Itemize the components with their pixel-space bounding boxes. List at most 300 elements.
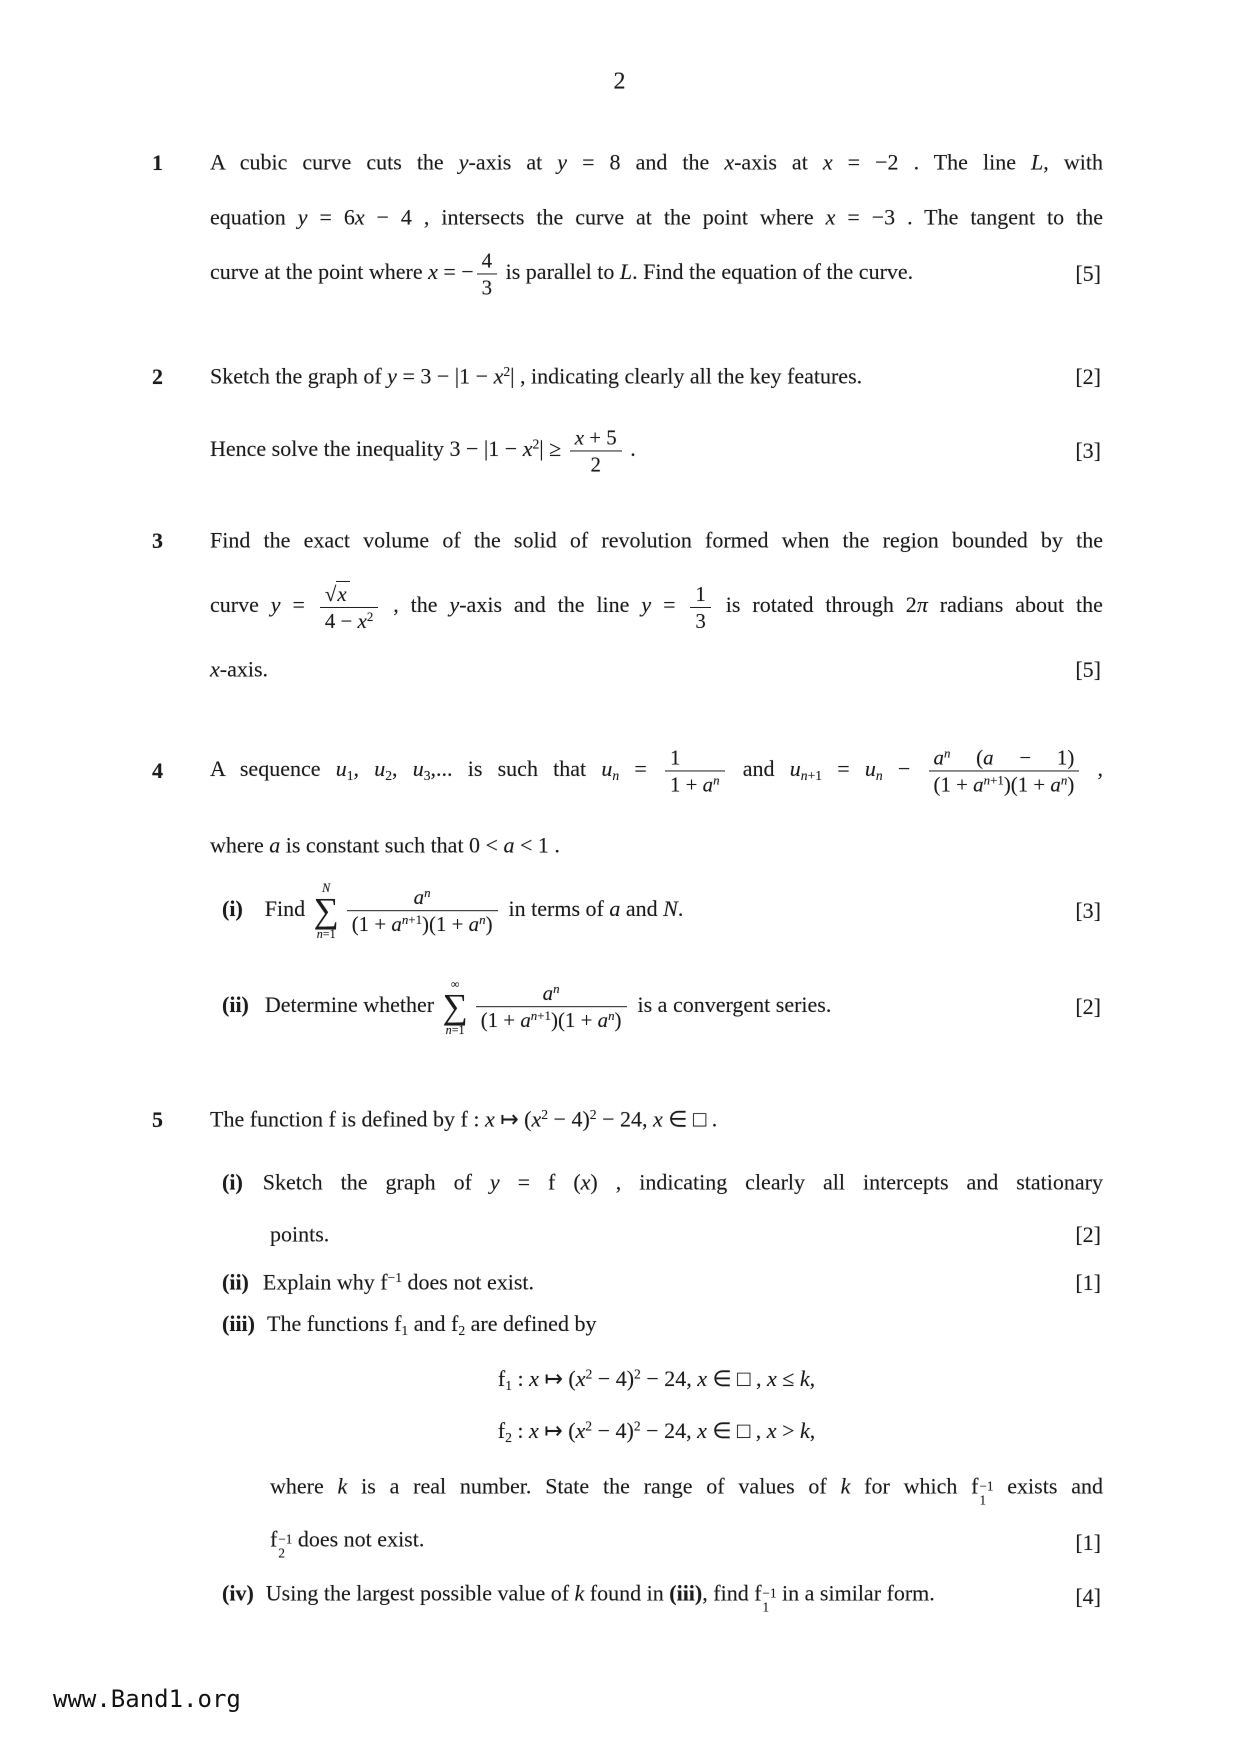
text-run: = −2 . The line: [832, 149, 1032, 175]
math-variable: x: [484, 1106, 495, 1132]
text-run: 3: [695, 608, 706, 633]
text-run: -axis at: [468, 149, 558, 175]
text-run: curve at the point where: [210, 259, 429, 285]
text-run: < 1 .: [514, 832, 560, 858]
denominator: [320, 608, 378, 633]
text-run: =1: [451, 1022, 465, 1037]
q4-part-ii: [222, 978, 1103, 1036]
superscript: [763, 1587, 777, 1601]
numerator: [570, 425, 622, 451]
text-run: in terms of: [508, 896, 610, 922]
q5-part-iii-equation-2: [210, 1417, 1103, 1447]
q5-part-iii-line-3: [270, 1526, 1103, 1561]
q5-part-iii-line-2: [270, 1473, 1103, 1508]
question-1-number: 1: [152, 150, 163, 175]
fraction: [929, 745, 1080, 796]
text-run: +1: [537, 1008, 552, 1024]
stacked-scripts: [979, 1480, 993, 1508]
text-run: 2: [585, 1418, 593, 1434]
math-variable: y: [297, 204, 308, 230]
subscript: [278, 1547, 292, 1561]
math-variable: n: [553, 981, 560, 997]
text-run: ,: [1082, 756, 1104, 782]
text-run: , find f: [702, 1580, 762, 1606]
text-run: 2: [503, 364, 511, 380]
fraction: [476, 981, 627, 1032]
subscript: [505, 1430, 512, 1445]
math-variable: n: [800, 768, 808, 784]
text-run: is a convergent series.: [637, 992, 832, 1018]
text-run: −1: [278, 1531, 293, 1547]
math-variable: y: [458, 149, 469, 175]
math-variable: x: [575, 1366, 586, 1392]
math-variable: x: [529, 1418, 539, 1444]
math-variable: n: [608, 1008, 615, 1024]
text-run: − 4): [592, 1366, 635, 1392]
text-run: A sequence: [210, 756, 336, 782]
text-run: = 8 and the: [567, 149, 725, 175]
q3-line-3: [210, 656, 1103, 685]
math-variable: x: [529, 1366, 539, 1392]
subscript: [801, 768, 822, 783]
text-run: Explain why f: [262, 1269, 388, 1295]
text-run: 1: [762, 1599, 770, 1615]
sigma-icon: ∑: [442, 987, 468, 1027]
text-run: = 6: [307, 204, 355, 230]
math-variable: u: [335, 756, 347, 782]
math-variable: x: [354, 204, 365, 230]
text-run: points.: [270, 1221, 330, 1247]
denominator: [476, 1008, 627, 1033]
numerator: [929, 745, 1080, 771]
site-watermark: www.Band1.org: [53, 1685, 241, 1713]
text-run: − 24,: [640, 1418, 698, 1444]
denominator: [347, 912, 498, 937]
text-run: − 4): [592, 1418, 634, 1444]
math-variable: x: [697, 1366, 708, 1392]
math-variable: a: [503, 832, 515, 858]
text-run: 4 −: [324, 609, 358, 633]
superscript: [634, 1367, 641, 1382]
stacked-scripts: [278, 1533, 292, 1561]
math-variable: a: [391, 912, 402, 937]
superscript: [713, 772, 719, 787]
math-variable: n: [530, 1008, 538, 1024]
text-run: 2: [541, 1107, 549, 1123]
text-run: ≤: [776, 1366, 800, 1392]
text-run: ↦ (: [538, 1418, 576, 1444]
question-4-number: 4: [152, 758, 163, 783]
text-run: Sketch the graph of: [262, 1169, 490, 1195]
sigma-icon: ∑: [313, 891, 339, 931]
math-variable: a: [597, 1008, 609, 1033]
q5-part-iii-equation-1: [210, 1365, 1103, 1395]
bold-run: (i): [222, 1169, 243, 1195]
text-run: 1: [346, 768, 354, 784]
text-run: =: [619, 756, 662, 782]
text-run: does not exist.: [402, 1269, 535, 1295]
q5-line-1: [210, 1106, 1103, 1135]
math-variable: n: [875, 768, 883, 784]
superscript: [984, 772, 1004, 787]
text-run: ,: [392, 756, 413, 782]
text-run: :: [512, 1366, 530, 1392]
question-5-number: 5: [152, 1107, 163, 1132]
stacked-scripts: [763, 1587, 777, 1615]
text-run: ↦ (: [494, 1106, 532, 1132]
q2-line-1: [210, 363, 1103, 392]
math-variable: k: [799, 1366, 810, 1392]
text-run: +1: [408, 912, 423, 928]
q5-part-iv: [222, 1580, 1103, 1615]
text-run: − 24,: [640, 1366, 698, 1392]
text-run: 2: [505, 1430, 512, 1446]
bold-run: (i): [222, 896, 243, 922]
radical: [325, 582, 350, 606]
q4-line-2: [210, 832, 1103, 861]
math-variable: a: [468, 912, 480, 937]
q5-part-iv-marks: [4]: [1075, 1584, 1101, 1609]
text-run: in a similar form.: [776, 1580, 935, 1606]
text-run: Sketch the graph of: [210, 363, 388, 389]
text-run: ): [1067, 772, 1075, 797]
sum-lower-limit: [443, 1024, 468, 1036]
math-variable: x: [822, 149, 833, 175]
text-run: −1: [762, 1585, 777, 1601]
q2-line-2: [210, 425, 1103, 476]
q5-part-ii: [222, 1269, 1103, 1298]
text-run: ,: [809, 1366, 816, 1392]
text-run: Hence solve the inequality 3 − |1 −: [210, 436, 523, 462]
math-variable: k: [574, 1580, 585, 1606]
math-variable: x: [428, 259, 438, 285]
text-run: 1: [979, 1492, 987, 1508]
superscript: [531, 1008, 551, 1023]
q5-part-iii-marks: [1]: [1075, 1530, 1101, 1555]
text-run: =: [280, 592, 317, 618]
text-run: , with: [1043, 149, 1103, 175]
text-run: 2: [589, 1107, 597, 1123]
q3-marks: [5]: [1075, 657, 1101, 682]
math-variable: a: [609, 896, 621, 922]
text-run: (1 +: [351, 912, 392, 937]
subscript: [979, 1494, 993, 1508]
radical-sign-icon: √: [324, 581, 337, 606]
text-run: 1: [505, 1378, 513, 1394]
math-variable: x: [697, 1418, 707, 1444]
superscript: [553, 981, 559, 996]
fraction: [665, 745, 725, 796]
text-run: is a real number. State the range of values of: [347, 1473, 841, 1499]
summation: [314, 882, 339, 940]
math-variable: y: [270, 592, 281, 618]
math-variable: a: [983, 745, 994, 770]
bold-run: (iii): [669, 1580, 703, 1606]
text-run: where: [210, 832, 270, 858]
text-run: is constant such that 0 <: [280, 832, 504, 858]
math-variable: k: [799, 1418, 810, 1444]
math-variable: u: [789, 756, 801, 782]
math-variable: n: [401, 912, 409, 928]
math-variable: N: [663, 896, 678, 922]
text-run: A cubic curve cuts the: [210, 149, 459, 175]
text-run: 2: [590, 452, 601, 477]
text-run: − 1): [993, 745, 1075, 770]
math-variable: n: [479, 912, 486, 928]
text-run: Using the largest possible value of: [265, 1580, 575, 1606]
math-variable: n: [1060, 772, 1068, 788]
text-run: The functions f: [267, 1311, 402, 1337]
subscript: [385, 768, 392, 783]
math-variable: y: [641, 592, 652, 618]
text-run: for which f: [850, 1473, 979, 1499]
text-run: and f: [408, 1311, 459, 1337]
numerator: [477, 248, 497, 274]
text-run: 2: [458, 1323, 466, 1339]
text-run: Determine whether: [264, 992, 440, 1018]
q4-line-1: [210, 745, 1103, 796]
text-run: where: [270, 1473, 338, 1499]
q5-part-iii-line-1: [222, 1310, 1103, 1340]
math-variable: π: [916, 592, 928, 618]
fraction: [320, 581, 378, 633]
math-variable: u: [864, 756, 876, 782]
denominator: [570, 452, 622, 477]
q5-part-i-line-1: [222, 1169, 1103, 1198]
math-variable: x: [493, 363, 504, 389]
q5-part-i-marks: [2]: [1075, 1222, 1101, 1247]
text-run: =: [651, 592, 688, 618]
superscript: [424, 885, 430, 900]
text-run: is rotated through 2: [713, 592, 917, 618]
math-variable: a: [1050, 772, 1061, 797]
denominator: [665, 772, 725, 797]
superscript: [979, 1480, 993, 1494]
text-run: -axis.: [219, 656, 269, 682]
q1-line-3: [210, 248, 1103, 299]
superscript: [367, 609, 373, 624]
bold-run: (ii): [222, 992, 249, 1018]
q2-marks-1: [2]: [1075, 364, 1101, 389]
text-run: − 4): [548, 1106, 590, 1132]
denominator: [477, 275, 497, 300]
text-run: | ≥: [539, 436, 567, 462]
text-run: . Find the equation of the curve.: [632, 259, 914, 285]
math-variable: x: [766, 1366, 777, 1392]
text-run: + 5: [584, 425, 617, 450]
text-run: ,: [353, 756, 375, 782]
fraction: [570, 425, 622, 476]
text-run: curve: [210, 592, 271, 618]
math-variable: a: [413, 885, 425, 910]
math-variable: a: [973, 772, 984, 797]
text-run: .: [624, 436, 636, 462]
q4-part-i: [222, 882, 1103, 940]
denominator: [690, 608, 710, 633]
text-run: +1: [990, 772, 1004, 788]
text-run: −1: [387, 1270, 403, 1286]
numerator: [347, 885, 498, 911]
text-run: ↦ (: [538, 1366, 576, 1392]
text-run: )(1 +: [1003, 772, 1051, 797]
text-run: 1: [401, 1323, 409, 1339]
subscript: [424, 768, 431, 783]
q1-line-2: [210, 204, 1103, 233]
numerator: [476, 981, 627, 1007]
text-run: 2: [366, 608, 374, 624]
radicand: [336, 581, 349, 606]
math-variable: u: [412, 756, 424, 782]
bold-run: (iv): [222, 1580, 254, 1606]
q2-marks-2: [3]: [1075, 438, 1101, 463]
text-run: Find the exact volume of the solid of revolution formed when the region bounded by the: [210, 527, 1103, 553]
text-run: =1: [322, 926, 336, 941]
math-variable: n: [943, 745, 951, 761]
text-run: −1: [979, 1478, 994, 1494]
text-run: −: [882, 756, 926, 782]
text-run: are defined by: [465, 1311, 597, 1337]
subscript: [347, 768, 354, 783]
math-variable: a: [520, 1008, 531, 1033]
math-variable: x: [574, 425, 585, 450]
text-run: 2: [385, 768, 393, 784]
text-run: The function f is defined by f :: [210, 1106, 485, 1132]
subscript: [763, 1601, 777, 1615]
math-variable: a: [933, 745, 944, 770]
q5-part-ii-marks: [1]: [1075, 1270, 1101, 1295]
text-run: = −3 . The tangent to the: [835, 204, 1103, 230]
math-variable: n: [612, 768, 620, 784]
math-variable: n: [316, 926, 323, 941]
math-variable: x: [825, 204, 836, 230]
text-run: 2: [585, 1366, 593, 1382]
sum-lower-limit: [314, 928, 339, 940]
text-run: , the: [381, 592, 450, 618]
text-run: 2: [532, 436, 540, 452]
text-run: ): [614, 1008, 622, 1033]
bold-run: (ii): [222, 1269, 249, 1295]
text-run: f: [497, 1366, 506, 1392]
math-variable: n: [983, 772, 991, 788]
q5-part-i-line-2: [270, 1221, 1103, 1250]
math-variable: a: [542, 981, 554, 1006]
text-run: ): [485, 912, 493, 937]
fraction: [690, 581, 710, 632]
denominator: [929, 772, 1080, 797]
math-variable: y: [449, 592, 460, 618]
superscript: [590, 1107, 597, 1122]
math-variable: k: [840, 1473, 851, 1499]
text-run: f: [270, 1526, 278, 1552]
math-variable: x: [575, 1418, 586, 1444]
text-run: 1: [695, 581, 706, 606]
text-run: -axis at: [734, 149, 823, 175]
q4-part-i-marks: [3]: [1075, 898, 1101, 923]
math-variable: x: [337, 581, 347, 606]
text-run: = −: [437, 259, 474, 285]
text-run: 3: [481, 275, 493, 300]
math-variable: x: [531, 1106, 542, 1132]
q1-line-1: [210, 149, 1103, 178]
math-variable: y: [387, 363, 397, 389]
q3-line-2: [210, 581, 1103, 633]
text-run: 3: [423, 768, 431, 784]
math-variable: x: [357, 609, 367, 633]
text-run: 1: [669, 745, 681, 770]
text-run: :: [511, 1418, 529, 1444]
bold-run: (iii): [222, 1311, 255, 1337]
text-run: 4: [481, 248, 493, 273]
text-run: radians about the: [927, 592, 1103, 618]
text-run: ∈ □ ,: [707, 1366, 767, 1392]
text-run: ∞: [450, 977, 460, 992]
text-run: -axis and the line: [459, 592, 642, 618]
text-run: 2: [634, 1366, 641, 1382]
math-variable: x: [653, 1106, 663, 1132]
math-variable: L: [1031, 149, 1044, 175]
text-run: ∈ □ .: [662, 1106, 718, 1132]
text-run: >: [776, 1418, 800, 1444]
math-variable: k: [337, 1473, 348, 1499]
text-run: and: [727, 756, 790, 782]
fraction: [477, 248, 497, 299]
text-run: (: [950, 745, 984, 770]
q4-part-ii-marks: [2]: [1075, 994, 1101, 1019]
text-run: | , indicating clearly all the key features.: [510, 363, 863, 389]
superscript: [278, 1533, 292, 1547]
text-run: ,... is such that: [430, 756, 602, 782]
text-run: 2: [633, 1418, 641, 1434]
superscript: [402, 912, 422, 927]
math-variable: x: [580, 1169, 591, 1195]
text-run: does not exist.: [292, 1526, 425, 1552]
superscript: [634, 1419, 641, 1434]
math-variable: n: [713, 772, 720, 788]
text-run: )(1 +: [551, 1008, 598, 1033]
text-run: = f (: [499, 1169, 581, 1195]
question-3-number: 3: [152, 528, 163, 553]
text-run: (1 +: [933, 772, 974, 797]
text-run: 2: [278, 1545, 285, 1561]
numerator: [690, 581, 710, 607]
math-variable: x: [522, 436, 533, 462]
text-run: +1: [807, 768, 823, 784]
text-run: 1 +: [669, 772, 703, 797]
numerator: [320, 581, 378, 608]
page-number: 2: [613, 68, 626, 95]
text-run: found in: [584, 1580, 670, 1606]
math-variable: u: [374, 756, 386, 782]
question-2-number: 2: [152, 364, 163, 389]
text-run: exists and: [993, 1473, 1103, 1499]
math-variable: L: [619, 259, 633, 285]
q1-marks: [5]: [1075, 261, 1101, 286]
text-run: Find: [264, 896, 311, 922]
text-run: − 24,: [596, 1106, 654, 1132]
text-run: and: [620, 896, 664, 922]
text-run: .: [677, 896, 684, 922]
text-run: (1 +: [480, 1008, 521, 1033]
fraction: [347, 885, 498, 936]
text-run: equation: [210, 204, 298, 230]
text-run: − 4 , intersects the curve at the point where: [364, 204, 826, 230]
text-run: =: [822, 756, 865, 782]
math-variable: u: [601, 756, 613, 782]
math-variable: a: [702, 772, 714, 797]
text-run: is parallel to: [500, 259, 620, 285]
text-run: f: [497, 1418, 506, 1444]
math-variable: y: [557, 149, 568, 175]
